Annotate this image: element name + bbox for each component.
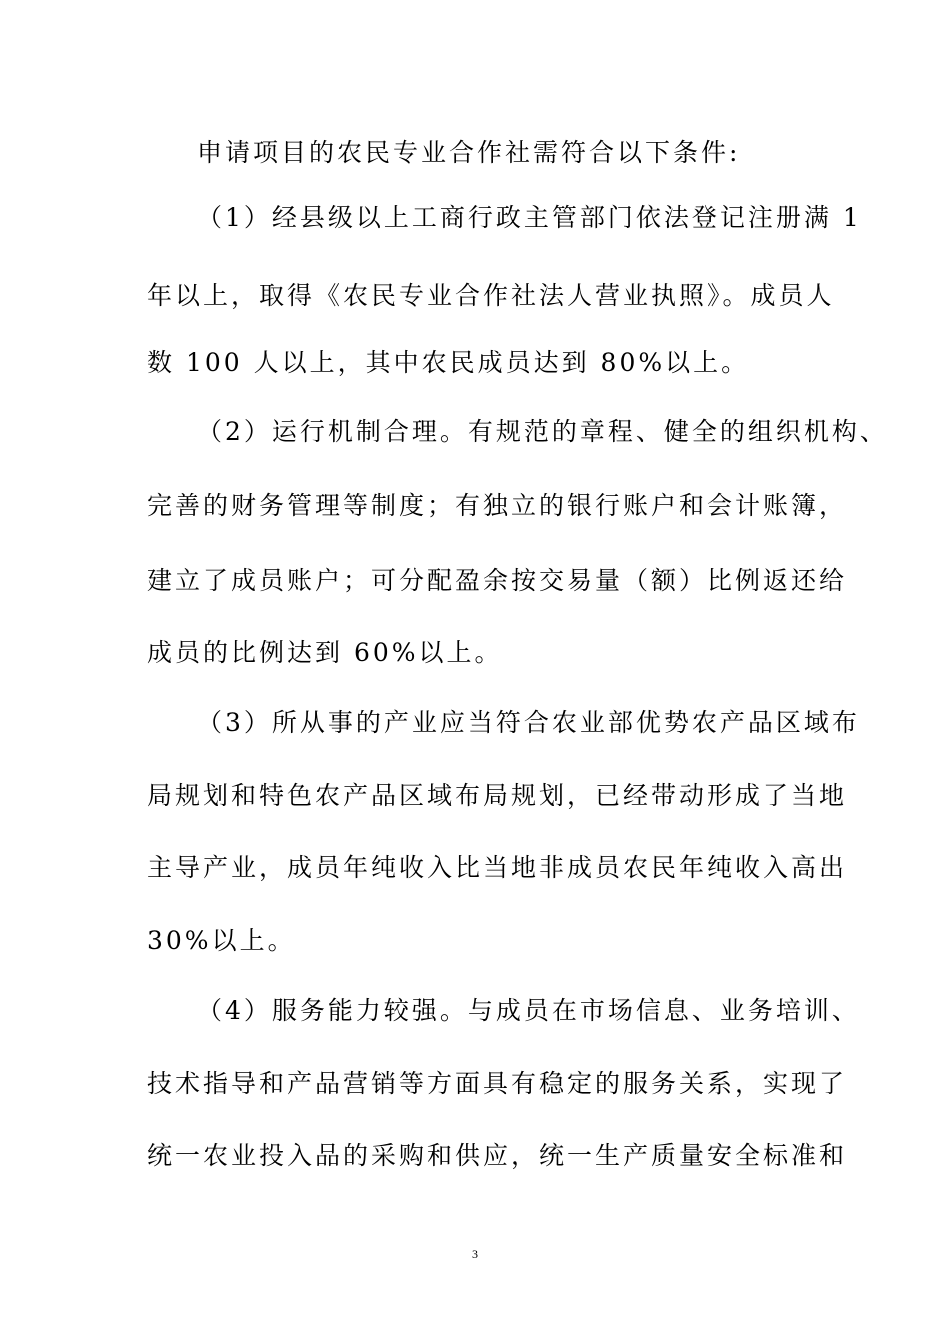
page-number: 3	[472, 1247, 478, 1261]
text-line: 局规划和特色农产品区域布局规划，已经带动形成了当地	[147, 781, 848, 810]
text-line: 年以上，取得《农民专业合作社法人营业执照》。成员人	[147, 281, 835, 310]
text-line: 成员的比例达到 60%以上。	[147, 638, 503, 667]
text-line: 建立了成员账户；可分配盈余按交易量（额）比例返还给	[147, 566, 848, 595]
text-line: 统一农业投入品的采购和供应，统一生产质量安全标准和	[147, 1141, 848, 1170]
text-line: 主导产业，成员年纯收入比当地非成员农民年纯收入高出	[147, 853, 848, 882]
text-line: 数 100 人以上，其中农民成员达到 80%以上。	[147, 348, 750, 377]
text-line: 完善的财务管理等制度；有独立的银行账户和会计账簿，	[147, 491, 848, 520]
text-line: （3）所从事的产业应当符合农业部优势农产品区域布	[197, 708, 860, 737]
text-line: 申请项目的农民专业合作社需符合以下条件:	[197, 138, 741, 167]
text-line: （2）运行机制合理。有规范的章程、健全的组织机构、	[197, 417, 888, 446]
text-line: （4）服务能力较强。与成员在市场信息、业务培训、	[197, 996, 860, 1025]
text-line: （1）经县级以上工商行政主管部门依法登记注册满 1	[197, 203, 862, 232]
text-line: 技术指导和产品营销等方面具有稳定的服务关系，实现了	[147, 1069, 848, 1098]
text-line: 30%以上。	[147, 926, 296, 955]
